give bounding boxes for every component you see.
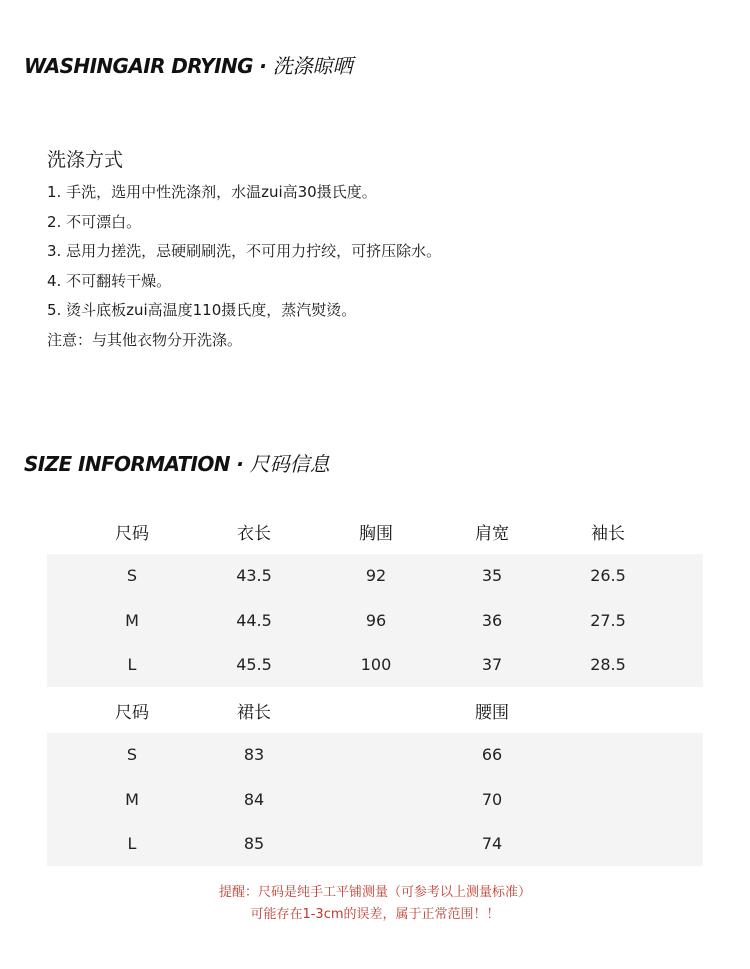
washing-section-heading — [24, 50, 353, 79]
table-cell: 96 — [365, 610, 387, 630]
header-size: 尺码 — [115, 702, 149, 723]
table-cell: S — [126, 745, 138, 765]
header-sleeve: 袖长 — [591, 523, 625, 544]
table-row — [47, 554, 703, 599]
care-line-2: 2. 不可漂白。 — [47, 212, 142, 231]
table-cell: 36 — [481, 610, 503, 630]
measurement-reminder: 提醒：尺码是纯手工平铺测量（可参考以上测量标准） — [218, 885, 531, 900]
table-row — [47, 643, 703, 688]
table-cell: 70 — [481, 789, 503, 809]
header-waist: 腰围 — [475, 702, 509, 723]
size-section-heading — [24, 448, 330, 477]
table-cell: 92 — [365, 566, 387, 586]
header-length: 衣长 — [237, 523, 271, 544]
washing-heading-separator: · — [252, 54, 273, 78]
table-cell: 37 — [481, 655, 503, 675]
table-cell: 85 — [243, 834, 265, 854]
table-cell: 45.5 — [236, 655, 272, 675]
care-note: 注意：与其他衣物分开洗涤。 — [47, 330, 243, 349]
care-instructions — [47, 145, 727, 355]
table-cell: 27.5 — [590, 610, 626, 630]
bottom-size-table — [47, 688, 703, 866]
table-cell: 35 — [481, 566, 503, 586]
care-line-3: 3. 忌用力搓洗，忌硬刷刷洗，不可用力拧绞，可挤压除水。 — [47, 242, 442, 260]
size-heading-cn: 尺码信息 — [249, 452, 330, 476]
table-cell: 28.5 — [590, 655, 626, 675]
table-cell: L — [127, 834, 137, 854]
top-size-table — [47, 509, 703, 687]
table-cell: 44.5 — [236, 610, 272, 630]
care-title: 洗涤方式 — [47, 149, 124, 171]
table-cell: 100 — [360, 655, 392, 675]
care-line-5: 5. 烫斗底板zui高温度110摄氏度，蒸汽熨烫。 — [47, 301, 357, 319]
measurement-error-note: 可能存在1-3cm的误差，属于正常范围！！ — [250, 907, 500, 922]
table-cell: 43.5 — [236, 566, 272, 586]
table-cell: 66 — [481, 745, 503, 765]
care-line-4: 4. 不可翻转干燥。 — [47, 271, 172, 290]
table-cell: M — [125, 789, 139, 809]
washing-heading-en: WASHINGAIR DRYING — [24, 54, 253, 78]
size-heading-en: SIZE INFORMATION — [24, 452, 230, 476]
table-cell: 84 — [243, 789, 265, 809]
size-heading-separator: · — [229, 452, 250, 476]
table-cell: L — [127, 655, 137, 675]
table-cell: 83 — [243, 745, 265, 765]
header-chest: 胸围 — [359, 523, 393, 544]
table-row — [47, 733, 703, 778]
table-row — [47, 822, 703, 867]
header-size: 尺码 — [115, 523, 149, 544]
table-header-row — [47, 688, 703, 733]
table-cell: 26.5 — [590, 566, 626, 586]
washing-heading-cn: 洗涤晾晒 — [272, 54, 353, 78]
table-cell: 74 — [481, 834, 503, 854]
table-cell: M — [125, 610, 139, 630]
table-row — [47, 598, 703, 643]
header-shoulder: 肩宽 — [475, 523, 509, 544]
table-header-row — [47, 509, 703, 554]
header-skirt-length: 裙长 — [237, 702, 271, 723]
care-line-1: 1. 手洗，选用中性洗涤剂，水温zui高30摄氏度。 — [47, 183, 377, 201]
table-cell: S — [126, 566, 138, 586]
table-row — [47, 777, 703, 822]
